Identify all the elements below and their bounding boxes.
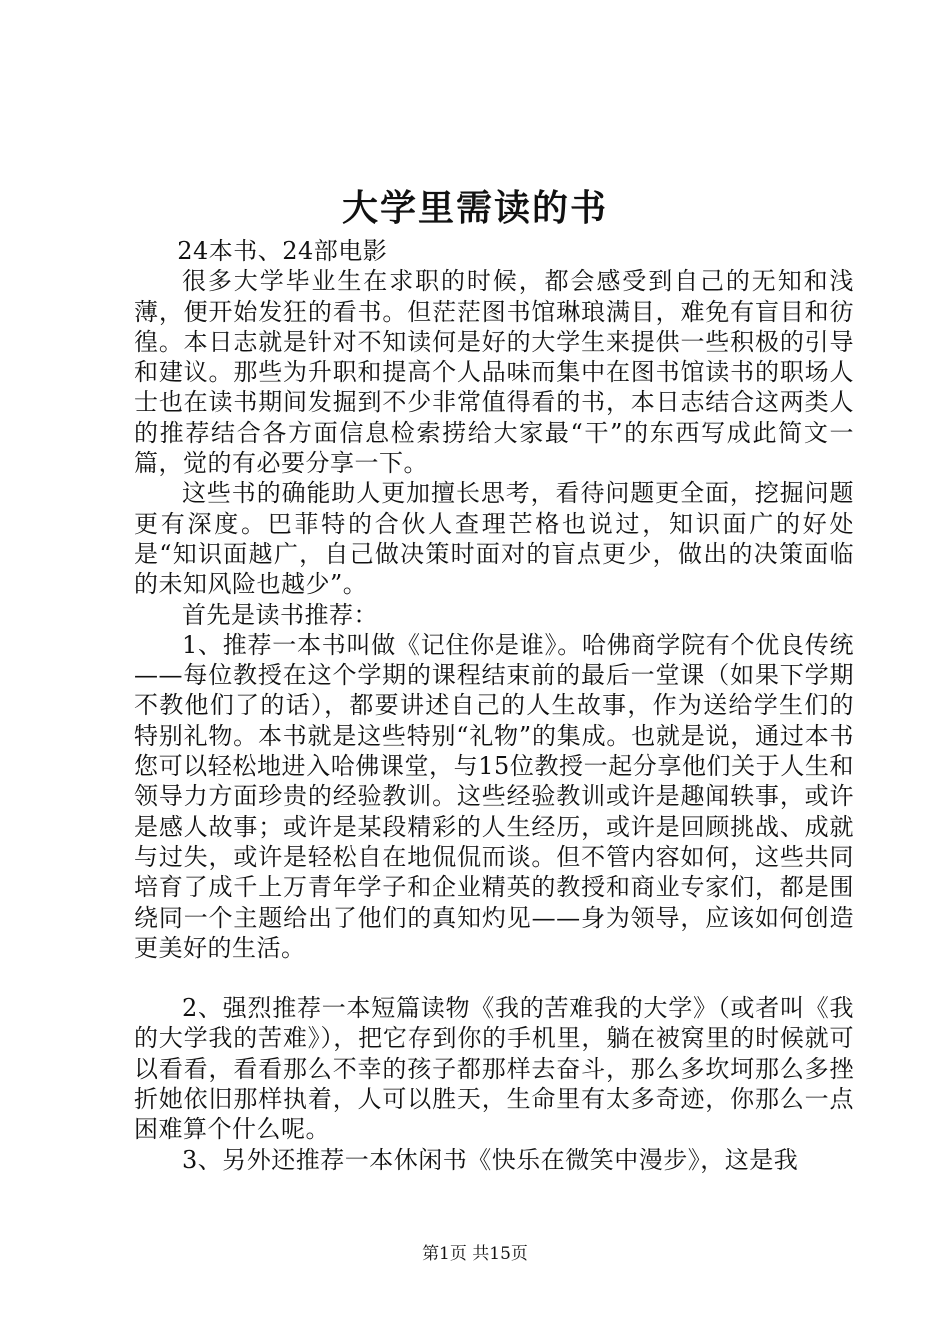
- page-footer: 第1页 共15页: [422, 1244, 528, 1264]
- paragraph-recommendation-2: 2、强烈推荐一本短篇读物《我的苦难我的大学》（或者叫《我的大学我的苦难》），把它存到你的手机里，躺在被窝里的时候就可以看看，看看那么不幸的孩子都那样去奋斗，那么多坎坷那么多挫折她依旧那样执着，人可以胜天，生命里有太多奇迹，你那么一点困难算个什么呢。: [134, 994, 854, 1144]
- paragraph-recommendation-1: 1、推荐一本书叫做《记住你是谁》。哈佛商学院有个优良传统——每位教授在这个学期的课程结束前的最后一堂课（如果下学期不教他们了的话），都要讲述自己的人生故事，作为送给学生们的特别礼物。本书就是这些特别“礼物”的集成。也就是说，通过本书您可以轻松地进入哈佛课堂，与15位教授一起分享他们关于人生和领导力方面珍贵的经验教训。这些经验教训或许是趣闻轶事，或许是感人故事；或许是某段精彩的人生经历，或许是回顾挑战、成就与过失，或许是轻松自在地侃侃而谈。但不管内容如何，这些共同培育了成千上万青年学子和企业精英的教授和商业专家们，都是围绕同一个主题给出了他们的真知灼见——身为领导，应该如何创造更美好的生活。: [134, 630, 854, 962]
- paragraph-intro: 很多大学毕业生在求职的时候，都会感受到自己的无知和浅薄，便开始发狂的看书。但茫茫图书馆琳琅满目，难免有盲目和彷徨。本日志就是针对不知读何是好的大学生来提供一些积极的引导和建议。那些为升职和提高个人品味而集中在图书馆读书的职场人士也在读书期间发掘到不少非常值得看的书，本日志结合这两类人的推荐结合各方面信息检索捞给大家最“干”的东西写成此简文一篇，觉的有必要分享一下。: [134, 267, 854, 478]
- paragraph-benefits: 这些书的确能助人更加擅长思考，看待问题更全面，挖掘问题更有深度。巴菲特的合伙人查理芒格也说过，知识面广的好处是“知识面越广，自己做决策时面对的盲点更少，做出的决策面临的未知风险也越少”。: [134, 479, 854, 599]
- paragraph-section-heading: 首先是读书推荐：: [182, 600, 378, 629]
- document-subtitle: 24本书、24部电影: [177, 237, 388, 265]
- paragraph-recommendation-3: 3、另外还推荐一本休闲书《快乐在微笑中漫步》，这是我: [182, 1145, 799, 1174]
- document-body: [134, 236, 854, 1175]
- document-title: 大学里需读的书: [341, 187, 608, 229]
